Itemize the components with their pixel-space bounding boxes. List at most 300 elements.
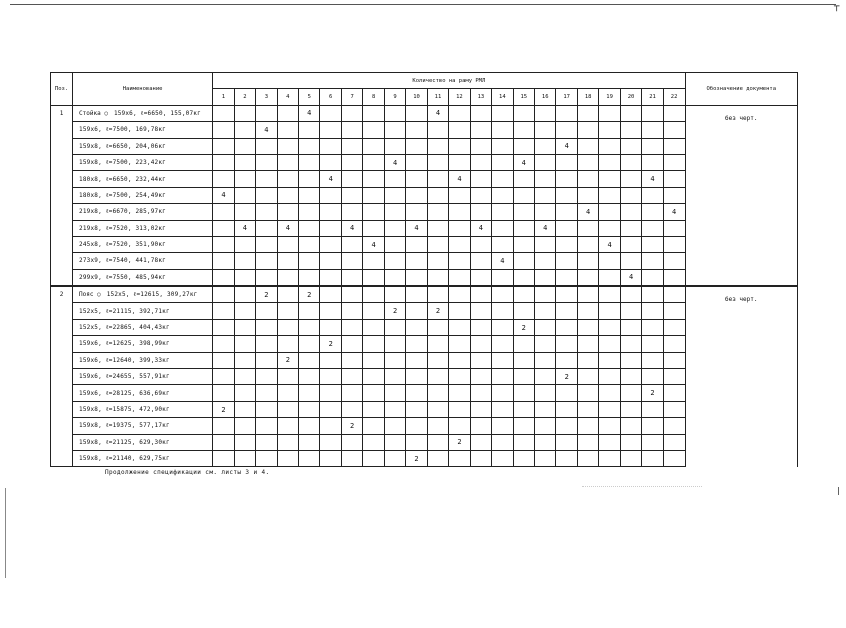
item-name-cell xyxy=(73,352,213,368)
profile-size: 159x6, ℓ=12625, 398,99кг xyxy=(79,340,170,348)
quantity-cell xyxy=(642,369,663,385)
quantity-cell: 4 xyxy=(213,187,234,203)
quantity-cell xyxy=(449,450,470,466)
item-name-cell xyxy=(73,220,213,236)
quantity-cell xyxy=(620,154,641,170)
quantity-cell xyxy=(599,319,620,335)
quantity-cell xyxy=(406,204,427,220)
profile-size: 159x6, ℓ=7500, 169,78кг xyxy=(79,126,166,134)
profile-size: 152x5, ℓ=22865, 404,43кг xyxy=(79,324,170,332)
position-cell: 2 xyxy=(51,286,73,467)
quantity-cell: 4 xyxy=(234,220,255,236)
item-name-cell xyxy=(73,122,213,138)
quantity-cell xyxy=(341,105,362,121)
quantity-cell xyxy=(535,319,556,335)
quantity-header: Количество на раму РМЛ xyxy=(213,73,685,89)
quantity-cell xyxy=(213,236,234,252)
quantity-cell xyxy=(492,450,513,466)
quantity-cell xyxy=(620,105,641,121)
quantity-cell xyxy=(620,220,641,236)
quantity-cell xyxy=(234,105,255,121)
quantity-cell xyxy=(642,122,663,138)
document-cell: без черт. xyxy=(685,286,798,467)
quantity-cell xyxy=(213,220,234,236)
profile-size: 152x5, ℓ=21115, 392,71кг xyxy=(79,307,170,315)
item-name-cell xyxy=(73,286,213,303)
profile-size: 273x9, ℓ=7540, 441,78кг xyxy=(79,257,166,265)
quantity-cell xyxy=(363,286,384,303)
quantity-cell xyxy=(470,369,491,385)
quantity-cell xyxy=(513,434,534,450)
quantity-cell xyxy=(406,154,427,170)
quantity-cell xyxy=(234,418,255,434)
quantity-cell xyxy=(341,369,362,385)
column-number: 18 xyxy=(577,89,598,105)
continuation-note: Продолжение спецификации см. листы 3 и 4. xyxy=(105,469,270,476)
quantity-cell xyxy=(363,418,384,434)
column-number: 21 xyxy=(642,89,663,105)
quantity-cell xyxy=(620,319,641,335)
quantity-cell: 4 xyxy=(341,220,362,236)
quantity-cell xyxy=(277,286,298,303)
quantity-cell xyxy=(427,154,448,170)
quantity-cell xyxy=(234,286,255,303)
item-name-cell xyxy=(73,187,213,203)
quantity-cell xyxy=(277,187,298,203)
quantity-cell xyxy=(492,319,513,335)
quantity-cell xyxy=(599,336,620,352)
quantity-cell xyxy=(470,319,491,335)
quantity-cell xyxy=(427,369,448,385)
quantity-cell xyxy=(620,122,641,138)
profile-size: 219x8, ℓ=7520, 313,02кг xyxy=(79,224,166,232)
quantity-cell: 4 xyxy=(470,220,491,236)
quantity-cell xyxy=(513,286,534,303)
quantity-cell xyxy=(492,236,513,252)
quantity-cell xyxy=(299,253,320,269)
quantity-cell xyxy=(577,236,598,252)
quantity-cell xyxy=(535,154,556,170)
quantity-cell xyxy=(299,450,320,466)
quantity-cell xyxy=(556,154,577,170)
quantity-cell: 2 xyxy=(213,401,234,417)
profile-size: 152x5, ℓ=12615, 309,27кг xyxy=(106,291,198,299)
quantity-cell xyxy=(556,319,577,335)
corner-tick-mark: ┬ xyxy=(834,2,840,12)
quantity-cell xyxy=(577,253,598,269)
quantity-cell xyxy=(277,418,298,434)
quantity-cell xyxy=(513,171,534,187)
quantity-cell: 2 xyxy=(406,450,427,466)
quantity-cell xyxy=(663,434,685,450)
quantity-cell xyxy=(577,385,598,401)
quantity-cell xyxy=(535,138,556,154)
quantity-cell xyxy=(234,187,255,203)
quantity-cell xyxy=(277,450,298,466)
quantity-cell: 4 xyxy=(299,105,320,121)
quantity-cell xyxy=(299,236,320,252)
quantity-cell xyxy=(299,319,320,335)
quantity-cell xyxy=(577,352,598,368)
quantity-cell xyxy=(620,171,641,187)
quantity-cell xyxy=(556,253,577,269)
quantity-cell xyxy=(663,352,685,368)
faint-scan-line xyxy=(582,486,702,487)
quantity-cell xyxy=(341,122,362,138)
quantity-cell xyxy=(299,385,320,401)
item-name-cell xyxy=(73,303,213,319)
quantity-cell xyxy=(363,401,384,417)
quantity-cell xyxy=(513,269,534,286)
quantity-cell xyxy=(642,434,663,450)
quantity-cell xyxy=(642,269,663,286)
quantity-cell xyxy=(470,269,491,286)
quantity-cell xyxy=(406,171,427,187)
quantity-cell xyxy=(256,303,277,319)
quantity-cell: 2 xyxy=(299,286,320,303)
item-name-cell xyxy=(73,369,213,385)
quantity-cell xyxy=(470,434,491,450)
quantity-cell xyxy=(256,171,277,187)
pos-header: Поз. xyxy=(51,73,73,106)
quantity-cell xyxy=(320,385,341,401)
quantity-cell xyxy=(449,352,470,368)
quantity-cell xyxy=(556,450,577,466)
quantity-cell xyxy=(406,336,427,352)
quantity-cell xyxy=(449,401,470,417)
quantity-cell xyxy=(299,434,320,450)
quantity-cell xyxy=(427,138,448,154)
item-name-cell xyxy=(73,171,213,187)
quantity-cell xyxy=(599,138,620,154)
quantity-cell xyxy=(642,138,663,154)
quantity-cell xyxy=(620,352,641,368)
quantity-cell xyxy=(599,253,620,269)
quantity-cell xyxy=(449,253,470,269)
quantity-cell xyxy=(341,401,362,417)
quantity-cell xyxy=(363,369,384,385)
quantity-cell xyxy=(277,138,298,154)
quantity-cell xyxy=(406,138,427,154)
quantity-cell xyxy=(256,401,277,417)
quantity-cell xyxy=(256,154,277,170)
quantity-cell xyxy=(234,369,255,385)
quantity-cell xyxy=(299,369,320,385)
quantity-cell: 2 xyxy=(277,352,298,368)
quantity-cell xyxy=(513,122,534,138)
quantity-cell xyxy=(234,204,255,220)
quantity-cell xyxy=(556,418,577,434)
item-name-cell xyxy=(73,336,213,352)
quantity-cell xyxy=(513,105,534,121)
quantity-cell: 2 xyxy=(320,336,341,352)
quantity-cell xyxy=(642,236,663,252)
quantity-cell xyxy=(449,303,470,319)
column-number: 7 xyxy=(341,89,362,105)
quantity-cell xyxy=(234,138,255,154)
quantity-cell xyxy=(535,385,556,401)
quantity-cell xyxy=(427,434,448,450)
quantity-cell xyxy=(449,204,470,220)
quantity-cell: 4 xyxy=(384,154,405,170)
quantity-cell xyxy=(363,138,384,154)
quantity-cell xyxy=(406,269,427,286)
quantity-cell xyxy=(470,401,491,417)
quantity-cell xyxy=(492,418,513,434)
quantity-cell xyxy=(470,236,491,252)
quantity-cell: 4 xyxy=(363,236,384,252)
quantity-cell: 2 xyxy=(642,385,663,401)
quantity-cell xyxy=(299,220,320,236)
quantity-cell xyxy=(320,236,341,252)
quantity-cell xyxy=(427,401,448,417)
quantity-cell xyxy=(384,122,405,138)
quantity-cell: 4 xyxy=(320,171,341,187)
quantity-cell: 4 xyxy=(427,105,448,121)
item-name-cell xyxy=(73,450,213,466)
quantity-cell xyxy=(535,336,556,352)
quantity-cell xyxy=(663,369,685,385)
quantity-cell xyxy=(256,269,277,286)
quantity-cell xyxy=(213,204,234,220)
quantity-cell xyxy=(470,253,491,269)
quantity-cell xyxy=(427,171,448,187)
quantity-cell xyxy=(213,122,234,138)
quantity-cell xyxy=(427,269,448,286)
quantity-cell xyxy=(384,434,405,450)
left-margin-mark xyxy=(5,488,6,578)
quantity-cell xyxy=(341,434,362,450)
quantity-cell xyxy=(256,450,277,466)
quantity-cell xyxy=(577,434,598,450)
quantity-cell xyxy=(556,122,577,138)
quantity-cell xyxy=(256,253,277,269)
quantity-cell xyxy=(213,369,234,385)
quantity-cell xyxy=(363,336,384,352)
quantity-cell xyxy=(320,269,341,286)
quantity-cell xyxy=(427,352,448,368)
quantity-cell xyxy=(320,352,341,368)
quantity-cell xyxy=(320,204,341,220)
column-number: 12 xyxy=(449,89,470,105)
quantity-cell xyxy=(449,269,470,286)
quantity-cell: 4 xyxy=(642,171,663,187)
group-name: Стойка ○ xyxy=(79,109,108,117)
quantity-cell xyxy=(513,336,534,352)
quantity-cell xyxy=(427,286,448,303)
quantity-cell xyxy=(449,286,470,303)
quantity-cell xyxy=(256,385,277,401)
column-number: 9 xyxy=(384,89,405,105)
quantity-cell xyxy=(599,352,620,368)
quantity-cell xyxy=(470,450,491,466)
quantity-cell xyxy=(299,336,320,352)
quantity-cell xyxy=(599,385,620,401)
profile-size: 159x8, ℓ=19375, 577,17кг xyxy=(79,422,170,430)
quantity-cell xyxy=(470,105,491,121)
quantity-cell xyxy=(556,336,577,352)
quantity-cell xyxy=(599,220,620,236)
quantity-cell: 4 xyxy=(513,154,534,170)
profile-size: 299x9, ℓ=7550, 485,94кг xyxy=(79,273,166,281)
quantity-cell xyxy=(299,418,320,434)
quantity-cell xyxy=(599,450,620,466)
quantity-cell xyxy=(577,369,598,385)
quantity-cell xyxy=(363,171,384,187)
quantity-cell xyxy=(427,450,448,466)
quantity-cell xyxy=(599,122,620,138)
quantity-cell xyxy=(620,138,641,154)
quantity-cell xyxy=(427,319,448,335)
quantity-cell xyxy=(320,434,341,450)
quantity-cell xyxy=(213,269,234,286)
quantity-cell xyxy=(492,303,513,319)
quantity-cell: 4 xyxy=(449,171,470,187)
quantity-cell xyxy=(363,269,384,286)
quantity-cell xyxy=(406,253,427,269)
quantity-cell xyxy=(299,303,320,319)
quantity-cell xyxy=(299,269,320,286)
quantity-cell xyxy=(277,105,298,121)
quantity-cell xyxy=(492,269,513,286)
quantity-cell xyxy=(513,253,534,269)
quantity-cell xyxy=(320,220,341,236)
quantity-cell xyxy=(277,253,298,269)
quantity-cell xyxy=(556,105,577,121)
quantity-cell xyxy=(492,286,513,303)
quantity-cell xyxy=(577,220,598,236)
quantity-cell xyxy=(406,286,427,303)
quantity-cell: 2 xyxy=(341,418,362,434)
quantity-cell xyxy=(492,122,513,138)
profile-size: 159x8, ℓ=6650, 204,06кг xyxy=(79,142,166,150)
quantity-cell xyxy=(663,154,685,170)
quantity-cell xyxy=(642,401,663,417)
quantity-cell xyxy=(556,434,577,450)
quantity-cell xyxy=(556,187,577,203)
quantity-cell: 2 xyxy=(449,434,470,450)
quantity-cell xyxy=(556,303,577,319)
quantity-cell xyxy=(620,303,641,319)
quantity-cell xyxy=(406,369,427,385)
column-number: 15 xyxy=(513,89,534,105)
quantity-cell xyxy=(535,418,556,434)
profile-size: 159x8, ℓ=21140, 629,75кг xyxy=(79,455,170,463)
quantity-cell xyxy=(556,171,577,187)
quantity-cell xyxy=(449,105,470,121)
quantity-cell xyxy=(341,336,362,352)
profile-size: 219x8, ℓ=6670, 285,97кг xyxy=(79,208,166,216)
profile-size: 159x6, ℓ=12640, 399,33кг xyxy=(79,356,170,364)
item-name-cell xyxy=(73,204,213,220)
quantity-cell xyxy=(213,434,234,450)
quantity-cell xyxy=(406,122,427,138)
quantity-cell xyxy=(406,401,427,417)
quantity-cell xyxy=(406,352,427,368)
quantity-cell xyxy=(256,369,277,385)
column-number: 17 xyxy=(556,89,577,105)
profile-size: 159x8, ℓ=15875, 472,90кг xyxy=(79,406,170,413)
quantity-cell xyxy=(535,286,556,303)
quantity-cell xyxy=(513,450,534,466)
quantity-cell xyxy=(599,418,620,434)
quantity-cell xyxy=(492,401,513,417)
quantity-cell: 4 xyxy=(406,220,427,236)
quantity-cell xyxy=(449,418,470,434)
quantity-cell xyxy=(513,385,534,401)
quantity-cell xyxy=(556,204,577,220)
quantity-cell xyxy=(470,187,491,203)
quantity-cell xyxy=(663,138,685,154)
quantity-cell xyxy=(406,385,427,401)
quantity-cell xyxy=(599,154,620,170)
column-number: 14 xyxy=(492,89,513,105)
quantity-cell xyxy=(492,138,513,154)
quantity-cell xyxy=(299,401,320,417)
quantity-cell xyxy=(556,401,577,417)
quantity-cell xyxy=(642,336,663,352)
group-name: Пояс ○ xyxy=(79,291,101,299)
quantity-cell xyxy=(384,336,405,352)
quantity-cell xyxy=(492,434,513,450)
quantity-cell xyxy=(556,220,577,236)
quantity-cell xyxy=(599,369,620,385)
quantity-cell xyxy=(213,286,234,303)
column-number: 13 xyxy=(470,89,491,105)
quantity-cell xyxy=(663,385,685,401)
quantity-cell xyxy=(363,253,384,269)
quantity-cell xyxy=(577,303,598,319)
quantity-cell: 4 xyxy=(535,220,556,236)
quantity-cell xyxy=(320,418,341,434)
quantity-cell xyxy=(341,253,362,269)
quantity-cell xyxy=(363,105,384,121)
quantity-cell xyxy=(277,236,298,252)
quantity-cell xyxy=(384,204,405,220)
quantity-cell xyxy=(642,286,663,303)
quantity-cell xyxy=(642,418,663,434)
column-number: 2 xyxy=(234,89,255,105)
quantity-cell xyxy=(277,204,298,220)
position-cell: 1 xyxy=(51,105,73,286)
quantity-cell xyxy=(577,319,598,335)
quantity-cell xyxy=(599,105,620,121)
quantity-cell xyxy=(427,253,448,269)
quantity-cell xyxy=(277,385,298,401)
quantity-cell xyxy=(320,105,341,121)
quantity-cell xyxy=(341,187,362,203)
quantity-cell xyxy=(663,105,685,121)
quantity-cell xyxy=(556,269,577,286)
quantity-cell xyxy=(406,236,427,252)
quantity-cell xyxy=(577,187,598,203)
quantity-cell xyxy=(363,434,384,450)
quantity-cell xyxy=(556,352,577,368)
profile-size: 159x6, ℓ=28125, 636,69кг xyxy=(79,389,170,397)
column-number: 8 xyxy=(363,89,384,105)
profile-size: 159x8, ℓ=7500, 223,42кг xyxy=(79,159,166,167)
quantity-cell xyxy=(256,138,277,154)
quantity-cell xyxy=(470,138,491,154)
quantity-cell xyxy=(427,336,448,352)
quantity-cell xyxy=(234,269,255,286)
quantity-cell xyxy=(299,154,320,170)
quantity-cell: 4 xyxy=(663,204,685,220)
quantity-cell xyxy=(277,303,298,319)
column-number: 19 xyxy=(599,89,620,105)
quantity-cell xyxy=(427,187,448,203)
quantity-cell xyxy=(406,319,427,335)
